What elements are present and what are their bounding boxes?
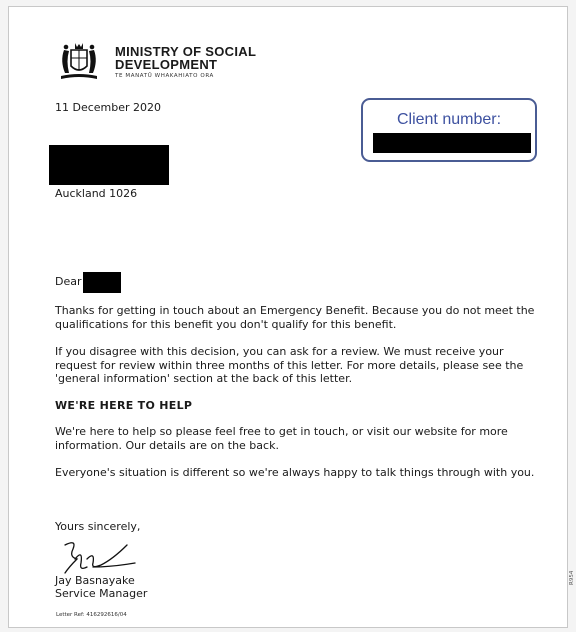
client-number-box (361, 98, 537, 162)
signer-name: Jay Basnayake (55, 574, 135, 587)
ministry-name (115, 45, 256, 71)
ministry-name-line1: MINISTRY OF SOCIAL (115, 44, 257, 59)
recipient-name-redaction (83, 272, 121, 293)
letter-reference: Letter Ref: 416292616/04 (56, 612, 127, 618)
address-redaction (49, 145, 169, 185)
section-heading: WE'RE HERE TO HELP (55, 399, 193, 412)
body-paragraph-3: We're here to help so please feel free to get in touch, or visit our website for more information. Our details are on the back. (55, 425, 508, 452)
salutation: Dear (55, 275, 82, 288)
nz-coat-of-arms-icon (56, 41, 102, 83)
client-number-redaction (373, 133, 531, 153)
signer-block (55, 575, 147, 600)
client-number-label: Client number: (396, 111, 502, 128)
closing: Yours sincerely, (55, 520, 141, 533)
letter-date: 11 December 2020 (55, 101, 162, 114)
body-paragraph-4: Everyone's situation is different so we're always happy to talk things through with you. (55, 466, 535, 479)
ministry-name-line2: DEVELOPMENT (115, 57, 218, 72)
address-city: Auckland 1026 (55, 187, 138, 200)
letter-page (8, 6, 575, 628)
body-paragraph-1: Thanks for getting in touch about an Emergency Benefit. Because you do not meet the qualifications for this benefit you don't qualify for this benefit. (55, 304, 535, 331)
ministry-maori-name: TE MANATŪ WHAKAHIATO ORA (115, 73, 214, 79)
handwritten-signature (61, 537, 141, 577)
signer-title: Service Manager (55, 586, 148, 600)
side-code: R954 (569, 570, 575, 585)
body-paragraph-2: If you disagree with this decision, you can ask for a review. We must receive your request for review within three months of this letter. For more details, please see the 'general information' section at the back of this letter. (55, 345, 524, 385)
